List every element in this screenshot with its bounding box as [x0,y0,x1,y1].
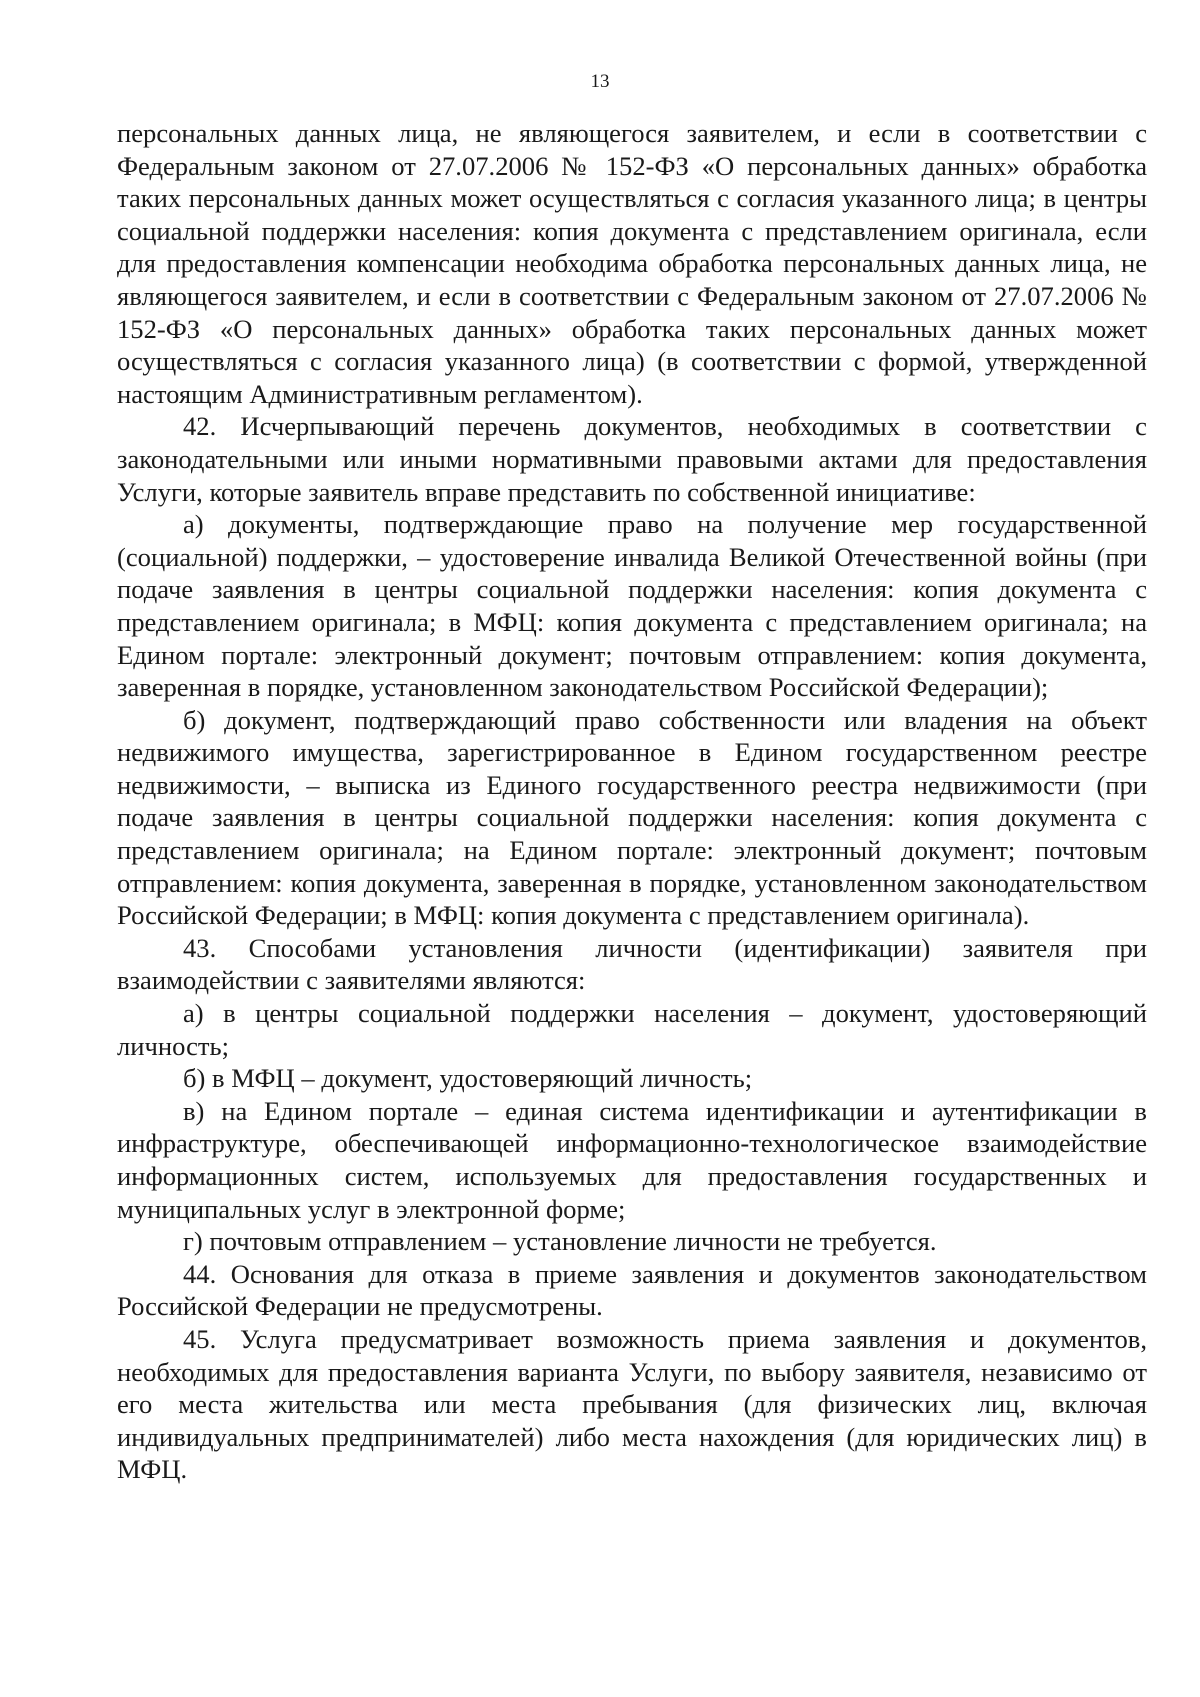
paragraph-42-b: б) документ, подтверждающий право собственности или владения на объект недвижимого имущества, зарегистрированное в Едином государственном реестре недвижимости, – выписка из Единого государственного реестра недвижимости (при подаче заявления в центры социальной поддержки населения: копия документа с представлением оригинала; на Едином портале: электронный документ; почтовым отправлением: копия документа, заверенная в порядке, установленном законодательством Российской Федерации; в МФЦ: копия документа с представлением оригинала). [117,704,1147,931]
paragraph-44: 44. Основания для отказа в приеме заявления и документов законодательством Российской Федерации не предусмотрены. [117,1258,1147,1322]
paragraph-43: 43. Способами установления личности (идентификации) заявителя при взаимодействии с заявителями являются: [117,932,1147,996]
paragraph-43-b: б) в МФЦ – документ, удостоверяющий личность; [183,1063,753,1094]
paragraph-43-g: г) почтовым отправлением – установление личности не требуется. [183,1226,937,1257]
page-number: 13 [590,71,610,92]
paragraph-42: 42. Исчерпывающий перечень документов, необходимых в соответствии с законодательными или иными нормативными правовыми актами для предоставления Услуги, которые заявитель вправе представить по собственной инициативе: [117,411,1147,507]
paragraph-43-v: в) на Едином портале – единая система идентификации и аутентификации в инфраструктуре, обеспечивающей информационно-технологическое взаимодействие информационных систем, используемых для предоставления государственных и муниципальных услуг в электронной форме; [117,1095,1147,1224]
paragraph-42-a: а) документы, подтверждающие право на получение мер государственной (социальной) поддержки, – удостоверение инвалида Великой Отечественной войны (при подаче заявления в центры социальной поддержки населения: копия документа с представлением оригинала; в МФЦ: копия документа с представлением оригинала; на Едином портале: электронный документ; почтовым отправлением: копия документа, заверенная в порядке, установленном законодательством Российской Федерации); [117,509,1147,703]
paragraph-43-a: а) в центры социальной поддержки населения – документ, удостоверяющий личность; [117,998,1147,1061]
paragraph-45: 45. Услуга предусматривает возможность приема заявления и документов, необходимых для предоставления варианта Услуги, по выбору заявителя, независимо от его места жительства или места пребывания (для физических лиц, включая индивидуальных предпринимателей) либо места нахождения (для юридических лиц) в МФЦ. [117,1323,1147,1485]
paragraph-continuation: персональных данных лица, не являющегося заявителем, и если в соответствии с Федеральным законом от 27.07.2006 № 152-ФЗ «О персональных данных» обработка таких персональных данных может осуществляться с согласия указанного лица; в центры социальной поддержки населения: копия документа с представлением оригинала, если для предоставления компенсации необходима обработка персональных данных лица, не являющегося заявителем, и если в соответствии с Федеральным законом от 27.07.2006 № 152-ФЗ «О персональных данных» обработка таких персональных данных может осуществляться с согласия указанного лица) (в соответствии с формой, утвержденной настоящим Административным регламентом). [117,118,1147,409]
document-body [117,117,1147,1486]
